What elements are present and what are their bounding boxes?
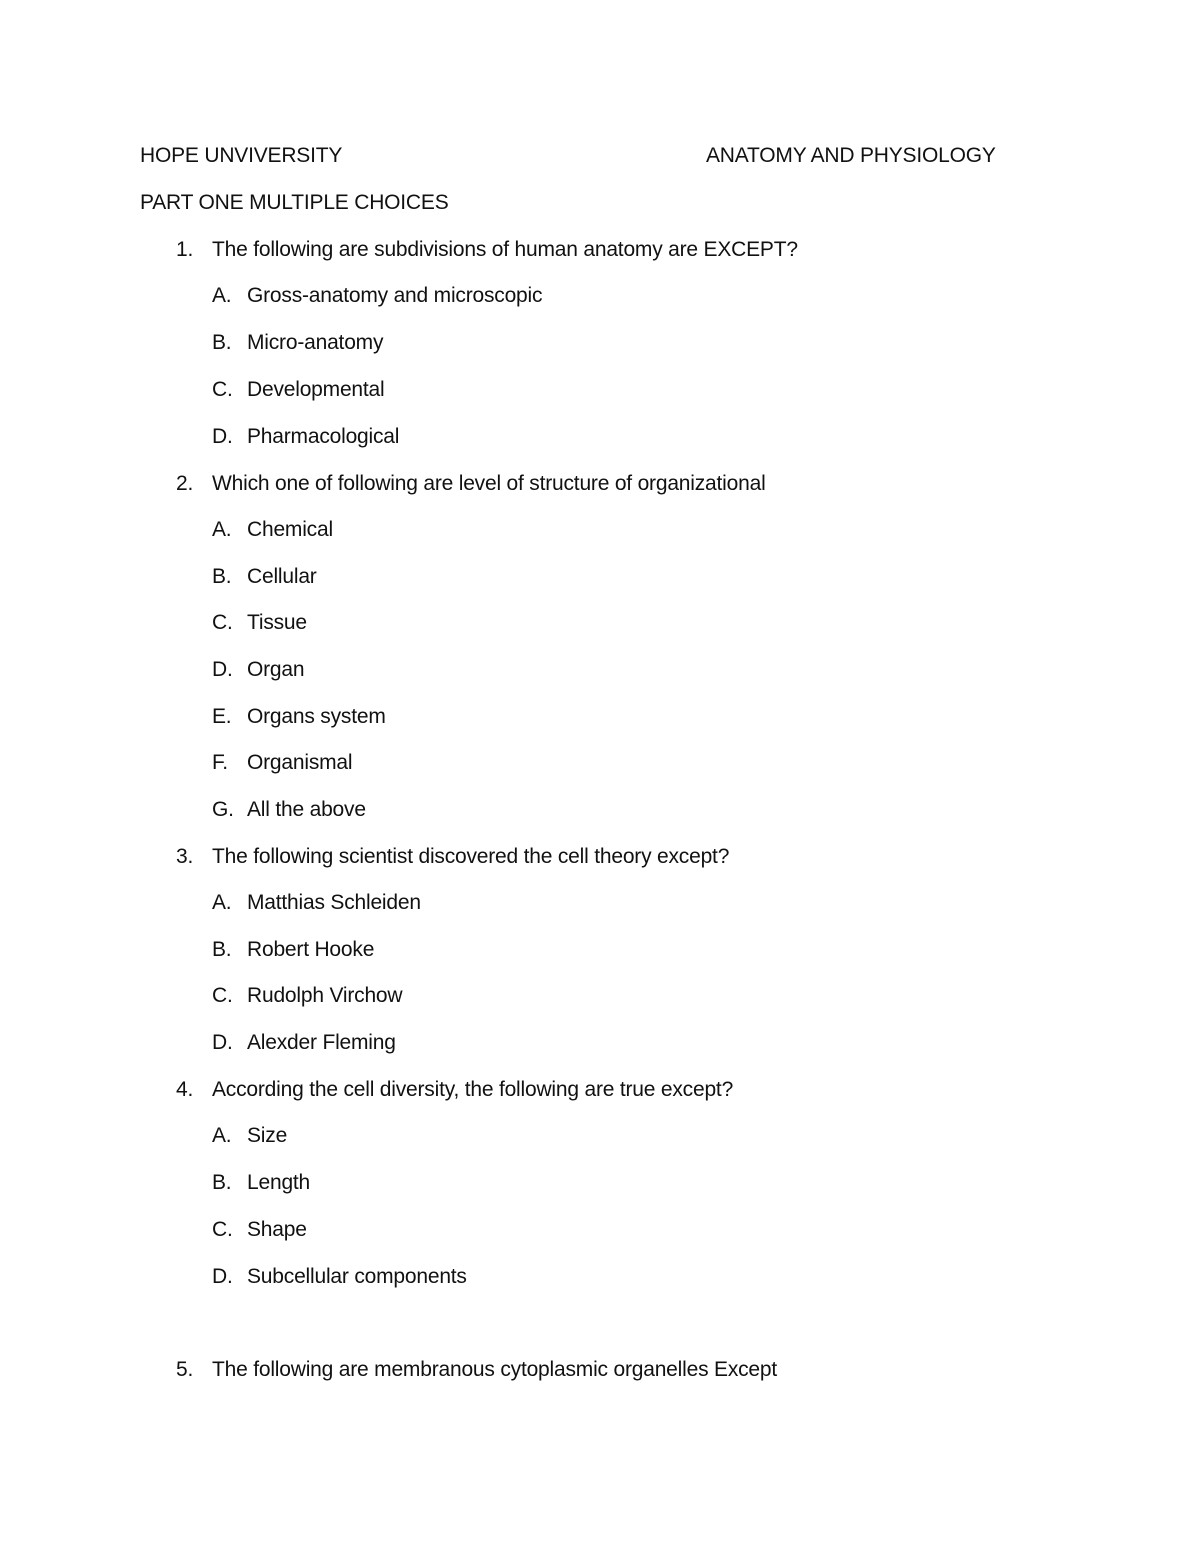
question-text: According the cell diversity, the following are true except? xyxy=(212,1078,734,1101)
course-title: ANATOMY AND PHYSIOLOGY xyxy=(706,144,996,167)
option-text: Cellular xyxy=(247,565,317,588)
option-text: Shape xyxy=(247,1218,307,1241)
option-letter: D. xyxy=(212,1031,233,1054)
institution-name: HOPE UNVIVERSITY xyxy=(140,144,343,167)
option-text: Chemical xyxy=(247,518,333,541)
option-letter: C. xyxy=(212,378,233,401)
option-letter: B. xyxy=(212,331,232,354)
option-text: Matthias Schleiden xyxy=(247,891,421,914)
option-text: Developmental xyxy=(247,378,385,401)
option-text: Organ xyxy=(247,658,305,681)
option-letter: B. xyxy=(212,565,232,588)
option-text: Size xyxy=(247,1124,288,1147)
option-letter: A. xyxy=(212,1124,232,1147)
option-text: Organismal xyxy=(247,751,353,774)
option-letter: C. xyxy=(212,1218,233,1241)
option-text: Subcellular components xyxy=(247,1265,467,1288)
option-letter: D. xyxy=(212,658,233,681)
option-letter: E. xyxy=(212,705,232,728)
option-letter: F. xyxy=(212,751,228,774)
option-text: Robert Hooke xyxy=(247,938,375,961)
option-letter: C. xyxy=(212,611,233,634)
option-text: Organs system xyxy=(247,705,386,728)
option-letter: A. xyxy=(212,891,232,914)
option-text: Gross-anatomy and microscopic xyxy=(247,284,543,307)
option-text: All the above xyxy=(247,798,366,821)
question-text: Which one of following are level of structure of organizational xyxy=(212,472,766,495)
question-text: The following are membranous cytoplasmic organelles Except xyxy=(212,1358,778,1381)
question-text: The following are subdivisions of human anatomy are EXCEPT? xyxy=(212,238,798,261)
question-text: The following scientist discovered the cell theory except? xyxy=(212,845,730,868)
option-letter: D. xyxy=(212,1265,233,1288)
option-letter: B. xyxy=(212,938,232,961)
option-text: Alexder Fleming xyxy=(247,1031,396,1054)
option-letter: C. xyxy=(212,984,233,1007)
option-text: Rudolph Virchow xyxy=(247,984,403,1007)
option-letter: D. xyxy=(212,425,233,448)
option-letter: A. xyxy=(212,518,232,541)
question-number: 3. xyxy=(176,845,194,868)
question-number: 4. xyxy=(176,1078,194,1101)
option-text: Length xyxy=(247,1171,311,1194)
option-text: Tissue xyxy=(247,611,307,634)
question-number: 1. xyxy=(176,238,194,261)
option-letter: A. xyxy=(212,284,232,307)
section-title: PART ONE MULTIPLE CHOICES xyxy=(140,191,449,214)
question-number: 2. xyxy=(176,472,194,495)
option-text: Pharmacological xyxy=(247,425,400,448)
question-number: 5. xyxy=(176,1358,194,1381)
option-letter: B. xyxy=(212,1171,232,1194)
option-letter: G. xyxy=(212,798,234,821)
option-text: Micro-anatomy xyxy=(247,331,384,354)
